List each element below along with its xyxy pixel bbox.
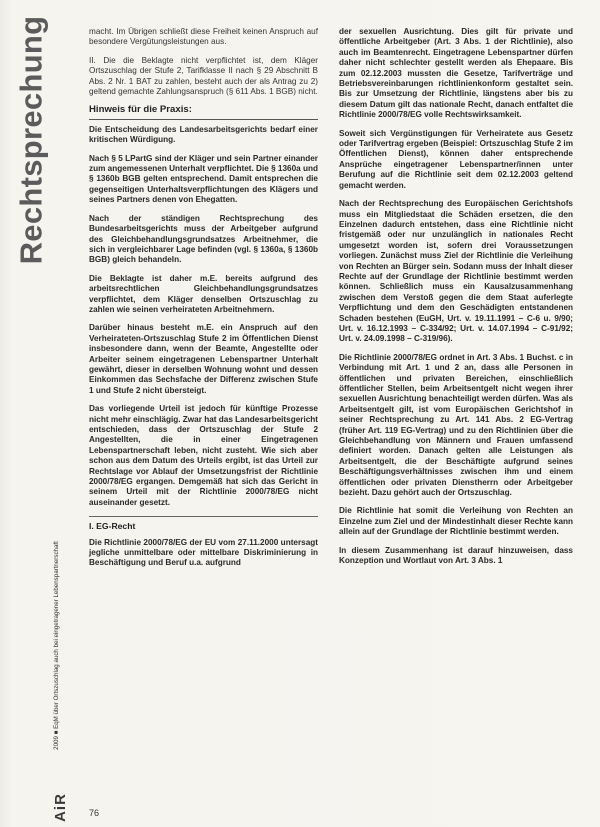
paragraph: Die Richtlinie 2000/78/EG der EU vom 27.11.2000 untersagt jegliche unmittelbare oder mittelbare Diskriminierung in Beschäftigung und Beruf u.a. aufgrund [89,537,318,568]
section-title-text: Rechtsprechung [13,15,49,265]
paragraph: Nach der Rechtsprechung des Europäischen Gerichtshofs muss ein Mitgliedstaat die Schäden ersetzen, die den Einzelnen dadurch entstehen, dass eine Richtlinie nicht fristgemäß oder nur unzulänglich in nationales Recht umgesetzt worden ist, sofern drei Voraussetzungen vorliegen. Zunächst muss Ziel der Richtlinie die Verleihung von Rechten an Bürger sein. Sodann muss der Inhalt dieser Rechte auf der Grundlage der Richtlinie bestimmt werden können. Schließlich muss ein Kausalzusammenhang zwischen dem Verstoß gegen die dem Staat auferlegte Verpflichtung und dem den Geschädigten entstandenen Schaden bestehen (EuGH, Urt. v. 19.11.1991 – C-6 u. 9/90; Urt. v. 16.12.1993 – C-334/92; Urt. v. 14.07.1994 – C-91/92; Urt. v. 24.09.1998 – C-319/96). [339,199,573,344]
paragraph: In diesem Zusammenhang ist darauf hinzuweisen, dass Konzeption und Wortlaut von Art. 3 Abs. 1 [339,545,573,566]
page-number: 76 [89,808,100,818]
section-title [8,15,54,265]
practice-note-heading: Hinweis für die Praxis: [89,105,318,119]
paragraph: der sexuellen Ausrichtung. Dies gilt für private und öffentliche Arbeitgeber (Art. 3 Abs. 1 der Richtlinie), also auch im Beamtenrecht. Eingetragene Lebenspartner dürfen daher nicht schlechter gestellt werden als Ehepaare. Bis zum 02.12.2003 mussten die Gesetze, Tarifverträge und Betriebsvereinbarungen richtlinienkonform gestaltet sein. Bis zur Umsetzung der Richtlinie, längstens aber bis zu diesem Datum gilt das nationale Recht, danach entfaltet die Richtlinie 2000/78/EG volle Rechtswirksamkeit. [339,27,573,120]
paragraph: Die Beklagte ist daher m.E. bereits aufgrund des arbeitsrechtlichen Gleichbehandlungsgrundsatzes verpflichtet, dem Kläger denselben Ortszuschlag zu zahlen wie seinen verheirateten Arbeitnehmern. [89,273,318,314]
running-header-text: 2009 ■ EqM über Ortszuschlag auch bei eingetragener Lebenspartnerschaft [52,540,60,750]
paragraph: II. Die die Beklagte nicht verpflichtet ist, dem Kläger Ortszuschlag der Stufe 2, Tarifklasse II nach § 29 Abschnitt B Abs. 2 Nr. 1 BAT zu zahlen, besteht auch der als Antrag zu 2) geltend gemachte Zahlungsanspruch (§ 611 Abs. 1 BGB) nicht. [89,55,318,97]
paragraph: Nach der ständigen Rechtsprechung des Bundesarbeitsgerichts muss der Arbeitgeber aufgrund des Gleichbehandlungsgrundsatzes Arbeitnehmer, die sich in vergleichbarer Lage befinden (vgl. § 1360a, § 1360b BGB) gleich behandeln. [89,213,318,265]
paragraph: Darüber hinaus besteht m.E. ein Anspruch auf den Verheirateten-Ortszuschlag Stufe 2 im Öffentlichen Dienst insbesondere dann, wenn der Beamte, Angestellte oder Arbeiter seinem eingetragenen Lebenspartner Unterhalt gewährt, dieser in derselben Wohnung wohnt und dessen Einkommen das Sechsfache der Differenz zwischen Stufe 1 und Stufe 2 nicht übersteigt. [89,323,318,395]
left-column [89,27,318,577]
journal-logo [49,793,71,821]
paragraph: Die Entscheidung des Landesarbeitsgerichts bedarf einer kritischen Würdigung. [89,124,318,145]
paragraph: macht. Im Übrigen schließt diese Freiheit keinen Anspruch auf besondere Vergütungsleistungen aus. [89,27,318,47]
paragraph: Soweit sich Vergünstigungen für Verheiratete aus Gesetz oder Tarifvertrag ergeben (Beispiel: Ortszuschlag Stufe 2 im Öffentlichen Dienst), können daher entsprechende Ansprüche eingetragener Lebenspartner/innen unter Berufung auf die Richtlinie seit dem 02.12.2003 geltend gemacht werden. [339,128,573,190]
journal-logo-text: AiR [51,792,69,822]
right-column [339,27,573,575]
paragraph: Die Richtlinie 2000/78/EG ordnet in Art. 3 Abs. 1 Buchst. c in Verbindung mit Art. 1 und 2 an, dass alle Personen in öffentlichen und privaten Bereichen, einschließlich öffentlicher Stellen, beim Arbeitsentgelt nicht wegen ihrer sexuellen Ausrichtung benachteiligt werden dürfen. Was als Arbeitsentgelt gilt, ist vom Europäischen Gerichtshof in seiner Rechtsprechung zu Art. 141 Abs. 2 EG-Vertrag (früher Art. 119 EG-Vertrag) und zu den Richtlinien über die Gleichbehandlung von Männern und Frauen umfassend definiert worden. Danach gelten alle Leistungen als Arbeitsentgelt, die der Beschäftigte aufgrund seines Beschäftigungsverhältnisses zwischen ihm und einem öffentlichen oder privaten Dienstherrn oder Arbeitgeber bezieht. Dazu gehört auch der Ortszuschlag. [339,352,573,498]
paragraph: Die Richtlinie hat somit die Verleihung von Rechten an Einzelne zum Ziel und der Mindestinhalt dieser Rechte kann allein auf der Grundlage der Richtlinie bestimmt werden. [339,506,573,537]
paragraph: Das vorliegende Urteil ist jedoch für künftige Prozesse nicht mehr einschlägig. Zwar hat das Landesarbeitsgericht entschieden, dass der Ortszuschlag der Stufe 2 Angestellten, die in einer Eingetragenen Lebenspartnerschaft leben, nicht zusteht. Wie sich aber schon aus dem Datum des Urteils ergibt, ist das Urteil zur Rechtslage vor Ablauf der Umsetzungsfrist der Richtlinie 2000/78/EG ergangen. Demgemäß hat sich das Gericht in seinem Urteil mit der Richtlinie 2000/78/EG nicht auseinander gesetzt. [89,404,318,507]
subheading: I. EG-Recht [89,516,318,531]
intro-block [89,27,318,97]
practice-note [89,125,318,569]
running-header [45,495,67,795]
paragraph: Nach § 5 LPartG sind der Kläger und sein Partner einander zum angemessenen Unterhalt verpflichtet. Die § 1360a und § 1360b BGB gelten entsprechend. Damit entsprechen die gegenseitigen Unterhaltsverpflichtungen des Klägers und seines Partners denen von Ehegatten. [89,153,318,205]
